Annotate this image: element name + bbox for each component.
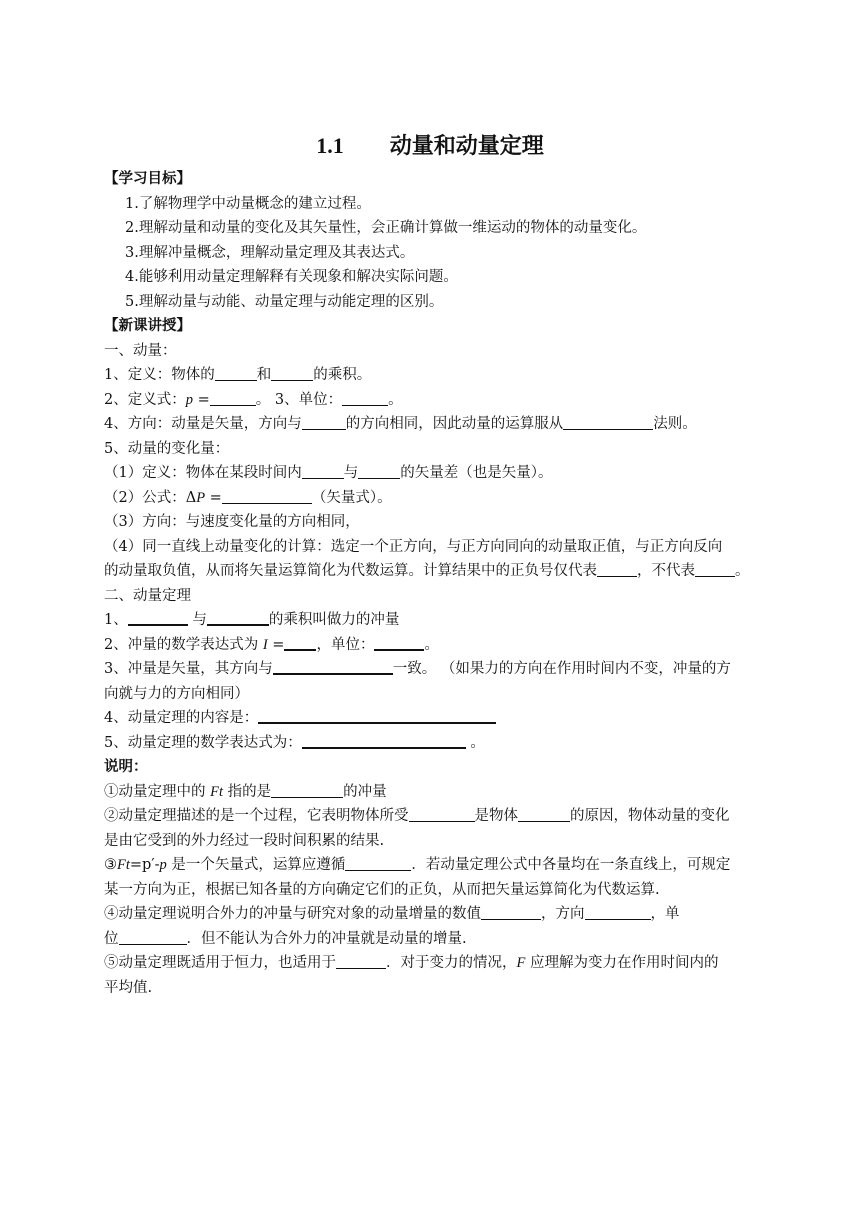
momentum-change-title: 5、动量的变化量：: [104, 440, 230, 457]
goal-item: 1.了解物理学中动量概念的建立过程。: [125, 195, 371, 212]
momentum-change-definition: （1）定义：物体在某段时间内 与 的矢量差（也是矢量）。: [104, 465, 553, 481]
fill-blank[interactable]: [695, 562, 735, 577]
fill-blank[interactable]: [518, 807, 570, 822]
fill-blank[interactable]: [345, 856, 411, 871]
momentum-formula-line: 2、定义式：p = 。 3、单位： 。: [104, 391, 403, 408]
note-5-cont: 平均值.: [104, 979, 153, 996]
fill-blank[interactable]: [358, 464, 400, 479]
fill-blank[interactable]: [215, 366, 257, 381]
goal-item: 4.能够利用动量定理解释有关现象和解决实际问题。: [125, 269, 458, 285]
fill-blank[interactable]: [374, 635, 424, 651]
fill-blank[interactable]: [563, 415, 653, 430]
fill-blank[interactable]: [302, 733, 466, 749]
fill-blank[interactable]: [258, 708, 496, 724]
section-title: 动量和动量定理: [389, 134, 544, 159]
momentum-change-calc: （4）同一直线上动量变化的计算：选定一个正方向，与正方向同向的动量取正值，与正方向反向: [104, 538, 723, 555]
note-2: ②动量定理描述的是一个过程，它表明物体所受 是物体 的原因，物体动量的变化: [104, 808, 730, 824]
goal-item: 3.理解冲量概念，理解动量定理及其表达式。: [125, 244, 415, 261]
fill-blank[interactable]: [271, 783, 343, 798]
section2-title: 二、动量定理: [104, 587, 191, 604]
impulse-definition: 1、 与 的乘积叫做力的冲量: [104, 612, 400, 628]
momentum-change-calc-cont: 的动量取负值，从而将矢量运算简化为代数运算。计算结果中的正负号仅代表 ，不代表 。: [104, 563, 750, 579]
fill-blank[interactable]: [119, 930, 187, 945]
note-3: ③Ft=p′-p 是一个矢量式，运算应遵循 ．若动量定理公式中各量均在一条直线上，可规定: [104, 857, 731, 873]
worksheet-content: [104, 167, 766, 1000]
goal-item: 5.理解动量与动能、动量定理与动能定理的区别。: [125, 293, 444, 310]
note-4: ④动量定理说明合外力的冲量与研究对象的动量增量的数值 ，方向 ，单: [104, 906, 680, 922]
impulse-formula: 2、冲量的数学表达式为 I = ，单位： 。: [104, 636, 439, 653]
impulse-direction: 3、冲量是矢量，其方向与 一致。 （如果力的方向在作用时间内不变，冲量的方: [104, 661, 731, 677]
fill-blank[interactable]: [271, 366, 313, 381]
fill-blank[interactable]: [336, 954, 386, 969]
fill-blank[interactable]: [481, 905, 541, 920]
fill-blank[interactable]: [585, 905, 651, 920]
fill-blank[interactable]: [597, 562, 637, 577]
momentum-change-formula: （2）公式：ΔP = （矢量式）。: [104, 489, 392, 506]
impulse-direction-cont: 向就与力的方向相同）: [104, 685, 249, 702]
theorem-formula: 5、动量定理的数学表达式为： 。: [104, 734, 485, 751]
section1-title: 一、动量：: [104, 342, 177, 359]
fill-blank[interactable]: [302, 464, 344, 479]
theorem-content: 4、动量定理的内容是：: [104, 706, 766, 731]
note-2-cont: 是由它受到的外力经过一段时间积累的结果.: [104, 832, 385, 849]
goals-heading: 【学习目标】: [104, 171, 191, 187]
lesson-heading: 【新课讲授】: [104, 318, 191, 334]
momentum-definition: 1、定义：物体的 和 的乘积。: [104, 367, 372, 383]
note-4-cont: 位 ．但不能认为合外力的冲量就是动量的增量.: [104, 930, 467, 947]
momentum-change-direction: （3）方向：与速度变化量的方向相同，: [104, 514, 360, 530]
fill-blank[interactable]: [284, 635, 316, 651]
note-1: ①动量定理中的 Ft 指的是 的冲量: [104, 783, 387, 800]
note-3-cont: 某一方向为正，根据已知各量的方向确定它们的正负，从而把矢量运算简化为代数运算.: [104, 881, 660, 898]
fill-blank[interactable]: [207, 610, 269, 626]
page-title: [0, 129, 860, 160]
momentum-direction: 4、方向：动量是矢量，方向与 的方向相同，因此动量的运算服从 法则。: [104, 416, 697, 432]
note-5: ⑤动量定理既适用于恒力，也适用于 ．对于变力的情况，F 应理解为变力在作用时间内的: [104, 955, 719, 971]
fill-blank[interactable]: [302, 415, 346, 430]
fill-blank[interactable]: [273, 659, 393, 675]
section-number: 1.1: [316, 133, 344, 158]
fill-blank[interactable]: [210, 391, 256, 406]
goal-item: 2.理解动量和动量的变化及其矢量性，会正确计算做一维运动的物体的动量变化。: [125, 220, 647, 236]
notes-title: 说明：: [104, 759, 148, 775]
fill-blank[interactable]: [342, 391, 388, 406]
fill-blank[interactable]: [222, 489, 312, 504]
fill-blank[interactable]: [409, 807, 475, 822]
fill-blank[interactable]: [128, 610, 188, 626]
